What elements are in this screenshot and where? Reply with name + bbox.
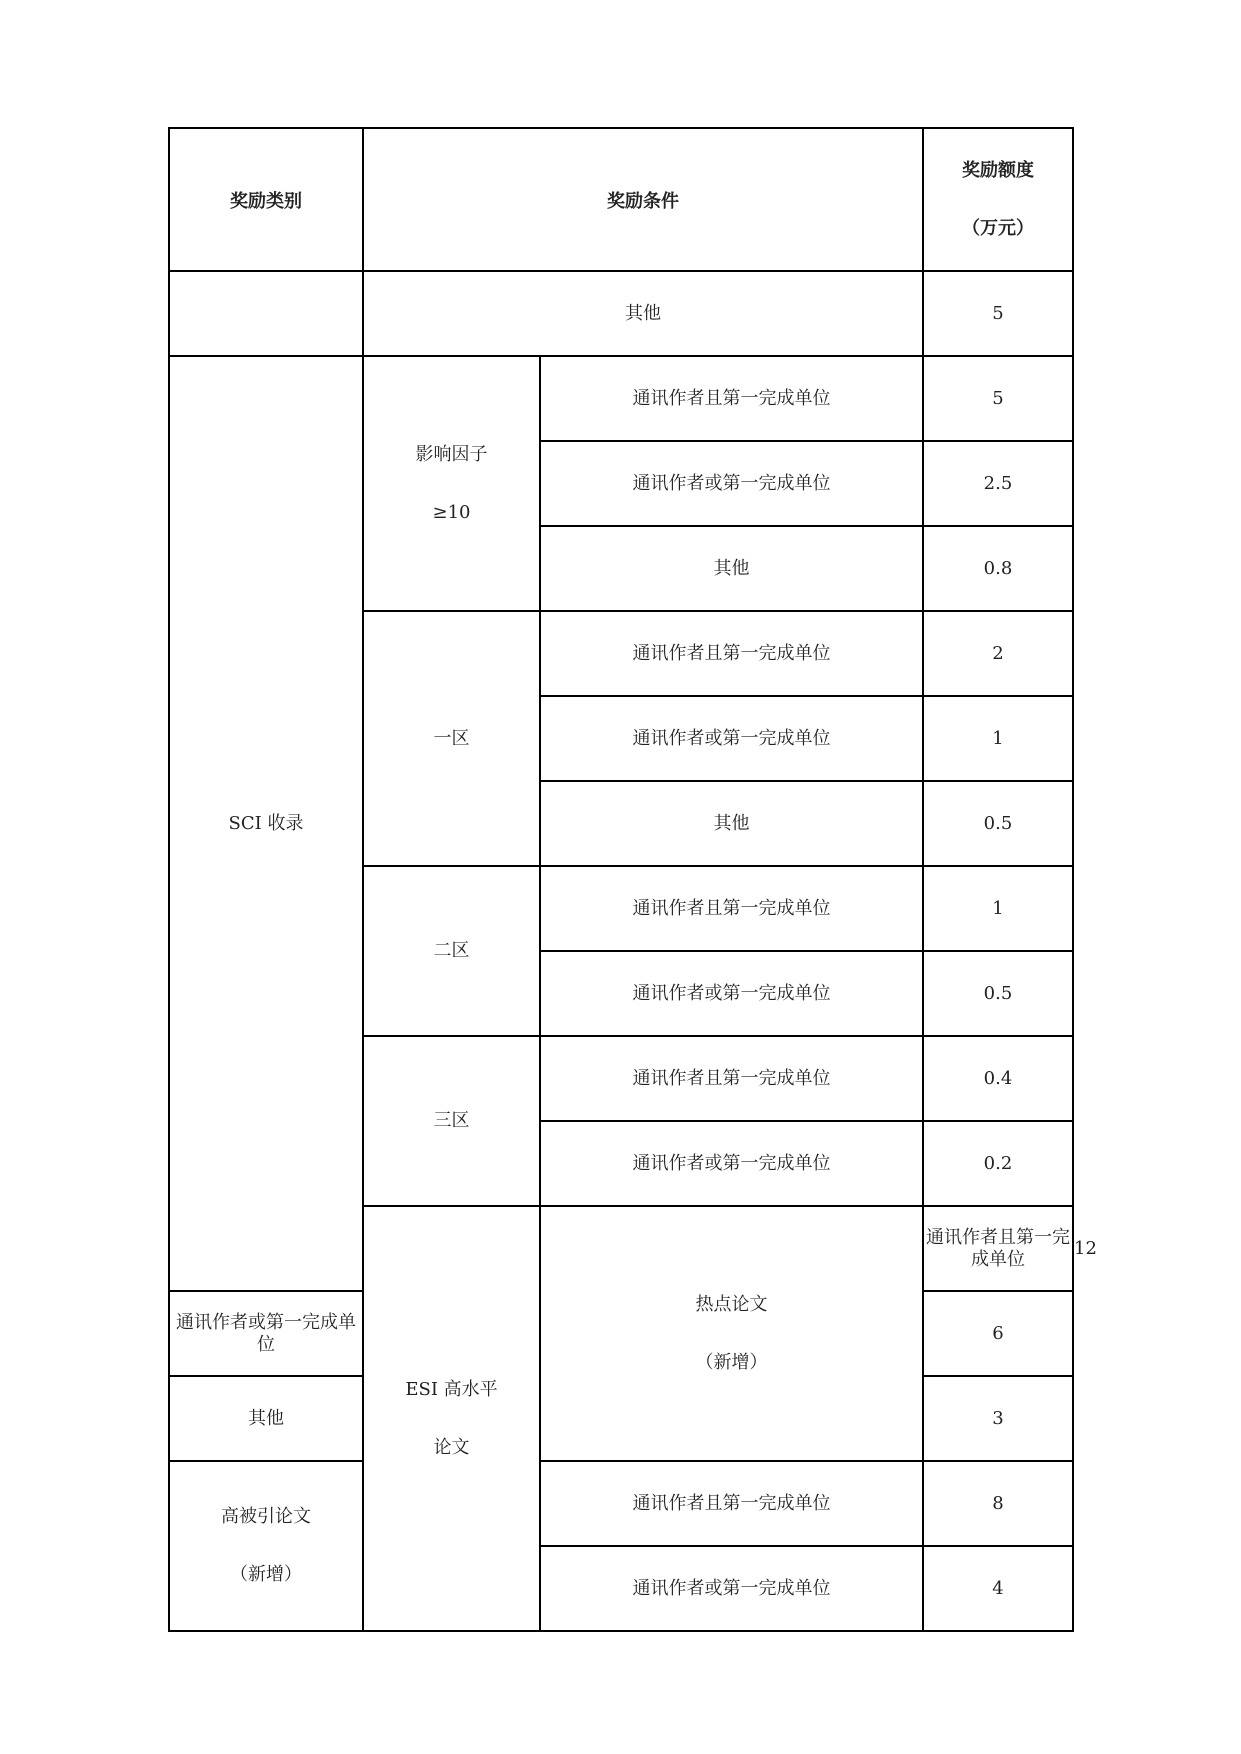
category-label-line1: ESI 高水平	[405, 1378, 498, 1400]
subcategory-cell-highly-cited	[169, 1461, 363, 1631]
header-amount-line1: 奖励额度	[962, 159, 1034, 181]
subcategory-cell-q2: 二区	[363, 866, 540, 1036]
amount-cell: 5	[923, 271, 1073, 356]
amount-cell: 2	[923, 611, 1073, 696]
header-category: 奖励类别	[169, 128, 363, 271]
amount-cell: 1	[923, 696, 1073, 781]
amount-cell: 1	[923, 866, 1073, 951]
amount-cell: 6	[923, 1291, 1073, 1376]
subcategory-cell-q3: 三区	[363, 1036, 540, 1206]
subcategory-cell-q1: 一区	[363, 611, 540, 866]
amount-cell: 8	[923, 1461, 1073, 1546]
amount-cell: 5	[923, 356, 1073, 441]
condition-cell: 通讯作者且第一完成单位	[540, 1461, 923, 1546]
condition-cell: 通讯作者或第一完成单位	[540, 696, 923, 781]
empty-category-cell	[169, 271, 363, 356]
condition-cell: 通讯作者或第一完成单位	[540, 1121, 923, 1206]
subcategory-label-line2: （新增）	[230, 1564, 302, 1585]
table-row	[169, 356, 1073, 441]
condition-cell: 通讯作者且第一完成单位	[540, 866, 923, 951]
condition-cell: 通讯作者且第一完成单位	[923, 1206, 1073, 1291]
condition-cell: 其他	[363, 271, 923, 356]
header-condition: 奖励条件	[363, 128, 923, 271]
condition-cell: 通讯作者或第一完成单位	[540, 1546, 923, 1631]
condition-cell: 其他	[169, 1376, 363, 1461]
condition-cell: 通讯作者且第一完成单位	[540, 611, 923, 696]
subcategory-label-line1: 热点论文	[695, 1293, 768, 1315]
subcategory-label-line2: ≥10	[432, 501, 471, 523]
amount-cell: 0.4	[923, 1036, 1073, 1121]
category-cell-sci: SCI 收录	[169, 356, 363, 1291]
category-cell-esi	[363, 1206, 540, 1631]
subcategory-label-line1: 影响因子	[415, 443, 488, 465]
header-row	[169, 128, 1073, 271]
condition-cell: 通讯作者或第一完成单位	[540, 441, 923, 526]
condition-cell: 通讯作者或第一完成单位	[540, 951, 923, 1036]
amount-cell: 2.5	[923, 441, 1073, 526]
amount-cell: 0.5	[923, 951, 1073, 1036]
table-row: ESI 高水平 论文 热点论文 （新增） 通讯作者且第一完成单位 12	[169, 1206, 1073, 1291]
subcategory-cell-if10	[363, 356, 540, 611]
amount-cell: 3	[923, 1376, 1073, 1461]
condition-cell: 通讯作者且第一完成单位	[540, 1036, 923, 1121]
condition-cell: 通讯作者且第一完成单位	[540, 356, 923, 441]
amount-cell: 0.5	[923, 781, 1073, 866]
table-row	[169, 271, 1073, 356]
amount-cell: 0.8	[923, 526, 1073, 611]
subcategory-label-line1: 高被引论文	[221, 1506, 311, 1527]
amount-cell: 4	[923, 1546, 1073, 1631]
subcategory-cell-hot	[540, 1206, 923, 1461]
condition-cell: 其他	[540, 526, 923, 611]
header-amount	[923, 128, 1073, 271]
amount-cell: 0.2	[923, 1121, 1073, 1206]
header-amount-line2: （万元）	[962, 217, 1034, 239]
condition-cell: 通讯作者或第一完成单位	[169, 1291, 363, 1376]
table-row	[169, 1461, 1073, 1546]
subcategory-label-line2: （新增）	[695, 1351, 768, 1373]
reward-table	[168, 127, 1097, 1632]
category-label-line2: 论文	[433, 1436, 470, 1458]
condition-cell: 其他	[540, 781, 923, 866]
